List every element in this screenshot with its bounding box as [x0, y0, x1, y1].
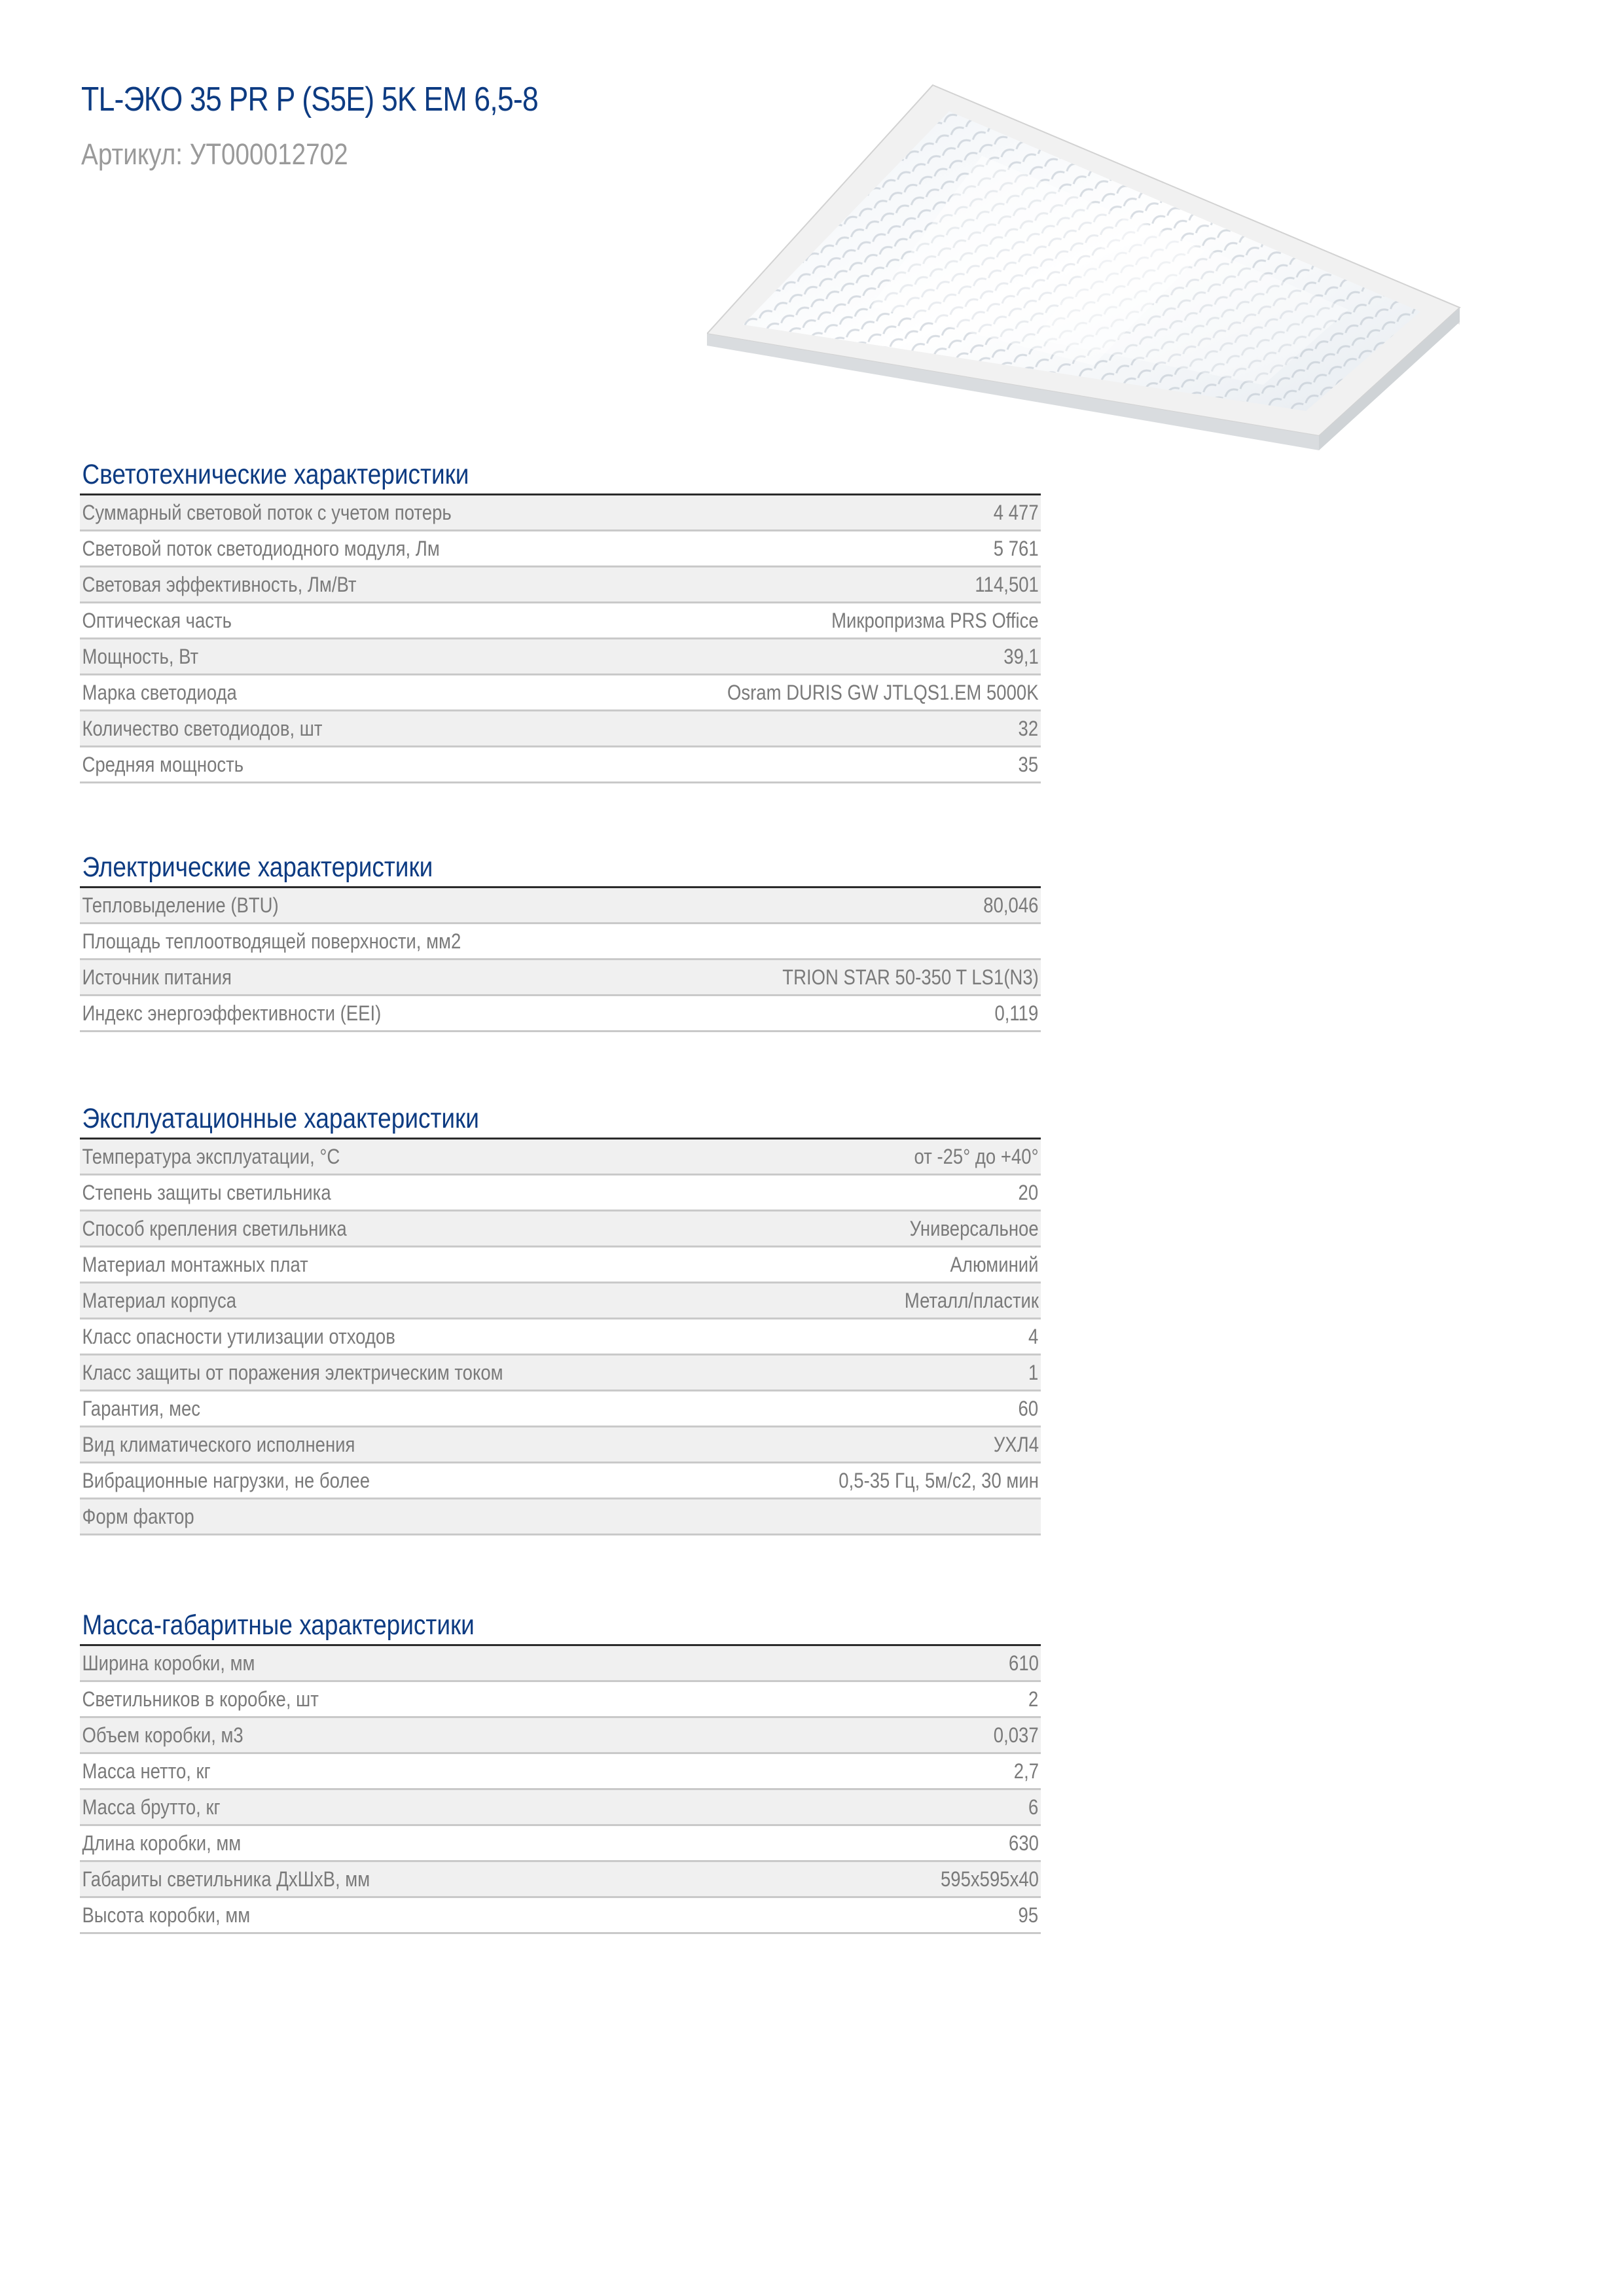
spec-row — [80, 747, 1041, 783]
spec-label: Температура эксплуатации, °С — [82, 1144, 340, 1168]
spec-label: Тепловыделение (BTU) — [82, 893, 279, 917]
spec-value: 60 — [1018, 1396, 1039, 1420]
spec-row — [80, 1283, 1041, 1319]
spec-row — [80, 711, 1041, 747]
spec-label: Вид климатического исполнения — [82, 1432, 355, 1456]
spec-value: 4 477 — [993, 500, 1039, 524]
section-title: Масса-габаритные характеристики — [82, 1609, 475, 1641]
spec-label: Класс опасности утилизации отходов — [82, 1324, 395, 1348]
spec-row — [80, 1718, 1041, 1754]
spec-label: Габариты светильника ДхШхВ, мм — [82, 1867, 370, 1891]
spec-value: 0,5-35 Гц, 5м/с2, 30 мин — [838, 1468, 1039, 1492]
spec-label: Средняя мощность — [82, 752, 244, 776]
spec-value: Универсальное — [909, 1216, 1039, 1240]
section-electrical — [80, 848, 1041, 1032]
spec-label: Световой поток светодиодного модуля, Лм — [82, 536, 440, 560]
spec-row — [80, 924, 1041, 960]
spec-label: Класс защиты от поражения электрическим током — [82, 1360, 503, 1384]
spec-value: 35 — [1018, 752, 1039, 776]
spec-value: 0,037 — [993, 1723, 1039, 1747]
spec-row — [80, 1175, 1041, 1211]
spec-value: 1 — [1028, 1360, 1039, 1384]
spec-label: Длина коробки, мм — [82, 1831, 242, 1855]
spec-label: Суммарный световой поток с учетом потерь — [82, 500, 452, 524]
spec-table — [80, 1139, 1041, 1535]
spec-row — [80, 567, 1041, 603]
section-title: Эксплуатационные характеристики — [82, 1103, 479, 1134]
spec-label: Световая эффективность, Лм/Вт — [82, 572, 357, 596]
spec-row — [80, 1499, 1041, 1535]
spec-label: Материал монтажных плат — [82, 1252, 308, 1276]
spec-row — [80, 960, 1041, 996]
spec-row — [80, 1754, 1041, 1790]
spec-row — [80, 1427, 1041, 1463]
spec-row — [80, 1682, 1041, 1718]
spec-row — [80, 1211, 1041, 1247]
spec-row — [80, 1247, 1041, 1283]
spec-label: Гарантия, мес — [82, 1396, 201, 1420]
spec-row — [80, 1463, 1041, 1499]
spec-label: Материал корпуса — [82, 1288, 237, 1312]
spec-row — [80, 1355, 1041, 1391]
spec-row — [80, 1826, 1041, 1862]
spec-row — [80, 1139, 1041, 1175]
spec-label: Источник питания — [82, 965, 232, 989]
spec-value: Osram DURIS GW JTLQS1.EM 5000K — [727, 680, 1039, 704]
spec-row — [80, 1646, 1041, 1682]
spec-value: 595х595х40 — [940, 1867, 1039, 1891]
spec-label: Количество светодиодов, шт — [82, 716, 323, 740]
spec-value: 32 — [1018, 716, 1039, 740]
section-title: Электрические характеристики — [82, 852, 433, 883]
spec-row — [80, 1391, 1041, 1427]
spec-label: Объем коробки, м3 — [82, 1723, 244, 1747]
spec-value: 80,046 — [983, 893, 1039, 917]
spec-label: Мощность, Вт — [82, 644, 199, 668]
spec-row — [80, 888, 1041, 924]
spec-value: УХЛ4 — [993, 1432, 1039, 1456]
spec-label: Масса нетто, кг — [82, 1759, 211, 1783]
spec-row — [80, 531, 1041, 567]
spec-value: 630 — [1008, 1831, 1039, 1855]
spec-label: Площадь теплоотводящей поверхности, мм2 — [82, 929, 461, 953]
spec-value: от -25° до +40° — [914, 1144, 1039, 1168]
spec-label: Марка светодиода — [82, 680, 237, 704]
spec-label: Способ крепления светильника — [82, 1216, 347, 1240]
spec-row — [80, 1862, 1041, 1898]
spec-row — [80, 675, 1041, 711]
spec-label: Индекс энергоэффективности (EEI) — [82, 1001, 382, 1025]
luminaire-image — [707, 77, 1466, 457]
spec-table — [80, 888, 1041, 1032]
spec-label: Вибрационные нагрузки, не более — [82, 1468, 370, 1492]
spec-table — [80, 495, 1041, 783]
spec-row — [80, 639, 1041, 675]
spec-value: 39,1 — [1003, 644, 1039, 668]
spec-value: 95 — [1018, 1903, 1039, 1927]
spec-value: 6 — [1028, 1795, 1039, 1819]
spec-label: Ширина коробки, мм — [82, 1651, 255, 1675]
spec-row — [80, 1898, 1041, 1934]
spec-label: Оптическая часть — [82, 608, 232, 632]
section-dimensions — [80, 1606, 1041, 1934]
spec-row — [80, 996, 1041, 1032]
spec-value: TRION STAR 50-350 T LS1(N3) — [782, 965, 1039, 989]
spec-value: 2,7 — [1013, 1759, 1039, 1783]
spec-table — [80, 1646, 1041, 1934]
spec-label: Степень защиты светильника — [82, 1180, 331, 1204]
spec-value: Микропризма PRS Office — [831, 608, 1039, 632]
spec-label: Масса брутто, кг — [82, 1795, 221, 1819]
product-title: TL-ЭКО 35 PR P (S5E) 5K EM 6,5-8 — [81, 81, 538, 118]
spec-label: Форм фактор — [82, 1504, 194, 1528]
spec-value: 20 — [1018, 1180, 1039, 1204]
spec-value: Алюминий — [950, 1252, 1039, 1276]
spec-value: 114,501 — [975, 572, 1039, 596]
spec-value: 4 — [1028, 1324, 1039, 1348]
spec-row — [80, 1790, 1041, 1826]
spec-label: Высота коробки, мм — [82, 1903, 251, 1927]
spec-row — [80, 603, 1041, 639]
section-operational — [80, 1100, 1041, 1535]
spec-row — [80, 1319, 1041, 1355]
spec-value: 0,119 — [994, 1001, 1039, 1025]
spec-value: 2 — [1028, 1687, 1039, 1711]
section-lighting — [80, 456, 1041, 783]
spec-row — [80, 495, 1041, 531]
spec-value: 610 — [1008, 1651, 1039, 1675]
spec-value: 5 761 — [993, 536, 1039, 560]
spec-label: Светильников в коробке, шт — [82, 1687, 319, 1711]
article-number: Артикул: УТ000012702 — [81, 137, 348, 171]
spec-value: Металл/пластик — [904, 1288, 1039, 1312]
section-title: Светотехнические характеристики — [82, 459, 469, 490]
